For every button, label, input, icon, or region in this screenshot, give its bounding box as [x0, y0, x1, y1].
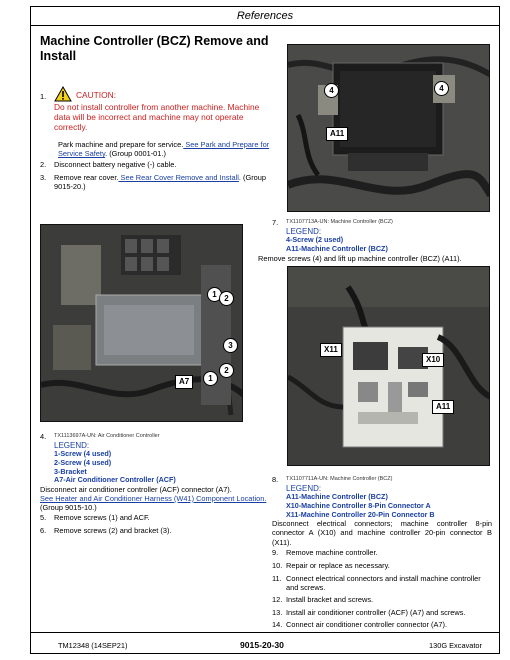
- legend-item: 1-Screw (4 used): [54, 449, 112, 459]
- step-number: 14.: [272, 620, 283, 629]
- step-5: [40, 513, 272, 522]
- legend-item: A7-Air Conditioner Controller (ACF): [54, 475, 176, 485]
- caption-id: TX1107713A-UN: Machine Controller (BCZ): [286, 219, 393, 225]
- step-7-text: Remove screws (4) and lift up machine controller (BCZ) (A11).: [258, 253, 462, 263]
- park-prepare-link[interactable]: See Park and Prepare for Service Safety: [58, 140, 270, 159]
- label-a11: A11: [326, 127, 348, 141]
- step-number: 5.: [40, 513, 47, 522]
- step-number: 11.: [272, 574, 282, 583]
- legend-item: X11-Machine Controller 20-Pin Connector B: [286, 509, 435, 519]
- step-4-text: Disconnect air conditioner controller (ACF) connector (A7).: [40, 484, 232, 494]
- step-14: [272, 620, 492, 629]
- caution-label: CAUTION:: [76, 90, 117, 100]
- step-6: [40, 526, 272, 535]
- photo-illustration: [288, 45, 490, 212]
- step-number: 12.: [272, 595, 283, 604]
- footer-model: 130G Excavator: [429, 641, 482, 650]
- legend-item: 4-Screw (2 used): [286, 235, 344, 245]
- step-number: 7.: [272, 218, 279, 227]
- photo-air-conditioner-controller: [40, 224, 243, 422]
- footer-doc-id: TM12348 (14SEP21): [58, 641, 128, 650]
- step-2-text: Disconnect battery negative (-) cable.: [54, 160, 177, 169]
- step-10: [272, 561, 492, 570]
- heater-ac-harness-link[interactable]: See Heater and Air Conditioner Harness (W41) Component Location.: [40, 493, 267, 503]
- caption-id: TX1107711A-UN: Machine Controller (BCZ): [286, 476, 393, 482]
- step-1-text: Park machine and prepare for service.: [58, 140, 184, 149]
- legend-label: LEGEND:: [286, 227, 322, 237]
- photo-illustration: [288, 267, 490, 466]
- step-9-text: Remove machine controller.: [286, 548, 378, 557]
- legend-item: A11-Machine Controller (BCZ): [286, 492, 388, 502]
- step-number: 4.: [40, 432, 47, 441]
- step-number: 6.: [40, 526, 47, 535]
- step-2: [40, 160, 272, 169]
- callout-screw: 1: [207, 287, 222, 302]
- step-7: [258, 218, 492, 263]
- photo-machine-controller-top: [287, 44, 490, 212]
- callout-screw: 4: [324, 83, 339, 98]
- step-3-text: Remove rear cover.: [54, 173, 119, 182]
- page-footer: [30, 632, 500, 654]
- legend-item: X10-Machine Controller 8-Pin Connector A: [286, 501, 431, 510]
- section-title: Machine Controller (BCZ) Remove and Install: [40, 34, 269, 63]
- callout-screw: 1: [203, 371, 218, 386]
- callout-screw: 2: [219, 291, 234, 306]
- step-8-text: Disconnect electrical connectors; machine controller 8-pin connector A (X10) and machine controller 20-pin connector B (X11).: [272, 519, 492, 547]
- step-1-post: . (Group 0001-01.): [105, 149, 166, 159]
- callout-bracket: 3: [223, 338, 238, 353]
- legend-label: LEGEND:: [286, 484, 322, 494]
- step-10-text: Repair or replace as necessary.: [286, 561, 390, 570]
- label-x10: X10: [422, 353, 444, 367]
- step-14-text: Connect air conditioner controller connector (A7).: [286, 620, 448, 629]
- legend-item: A11-Machine Controller (BCZ): [286, 244, 388, 253]
- step-9: [272, 548, 492, 557]
- step-3-post: . (Group 9015-20.): [54, 173, 266, 192]
- step-11: [272, 574, 492, 592]
- caption-id: TX1113697A-UN: Air Conditioner Controller: [54, 433, 160, 439]
- step-number: 8.: [272, 475, 279, 484]
- step-1: [40, 86, 272, 158]
- step-number: 13.: [272, 608, 283, 617]
- step-number: 10.: [272, 561, 283, 570]
- legend-label: LEGEND:: [54, 441, 90, 451]
- step-4-post: (Group 9015-10.): [40, 503, 97, 513]
- page-header: References: [30, 6, 500, 26]
- callout-screw: 2: [219, 363, 234, 378]
- caution-text: Do not install controller from another machine. Machine data will be incorrect and machine may not operate correctly.: [54, 102, 260, 132]
- step-11-text: Connect electrical connectors and install machine controller and screws.: [286, 574, 481, 593]
- footer-page-number: 9015-20-30: [240, 640, 284, 650]
- step-12: [272, 595, 492, 604]
- step-number: 3.: [40, 173, 47, 182]
- step-8: [272, 475, 492, 547]
- photo-illustration: [41, 225, 243, 422]
- step-number: 9.: [272, 548, 279, 557]
- warning-icon: [54, 86, 72, 102]
- step-13: [272, 608, 492, 617]
- label-a7: A7: [175, 375, 193, 389]
- step-3: [40, 173, 272, 191]
- step-12-text: Install bracket and screws.: [286, 595, 374, 604]
- legend-item: 2-Screw (4 used): [54, 458, 112, 467]
- photo-machine-controller-connectors: [287, 266, 490, 466]
- step-4: [40, 432, 272, 512]
- step-6-text: Remove screws (2) and bracket (3).: [54, 526, 172, 535]
- label-a11: A11: [432, 400, 454, 414]
- step-13-text: Install air conditioner controller (ACF) (A7) and screws.: [286, 608, 466, 617]
- callout-screw: 4: [434, 81, 449, 96]
- step-number: 2.: [40, 160, 47, 169]
- legend-item: 3-Bracket: [54, 466, 87, 476]
- label-x11: X11: [320, 343, 342, 357]
- rear-cover-link[interactable]: See Rear Cover Remove and Install: [118, 173, 239, 182]
- step-5-text: Remove screws (1) and ACF.: [54, 513, 150, 522]
- step-number: 1.: [40, 92, 47, 101]
